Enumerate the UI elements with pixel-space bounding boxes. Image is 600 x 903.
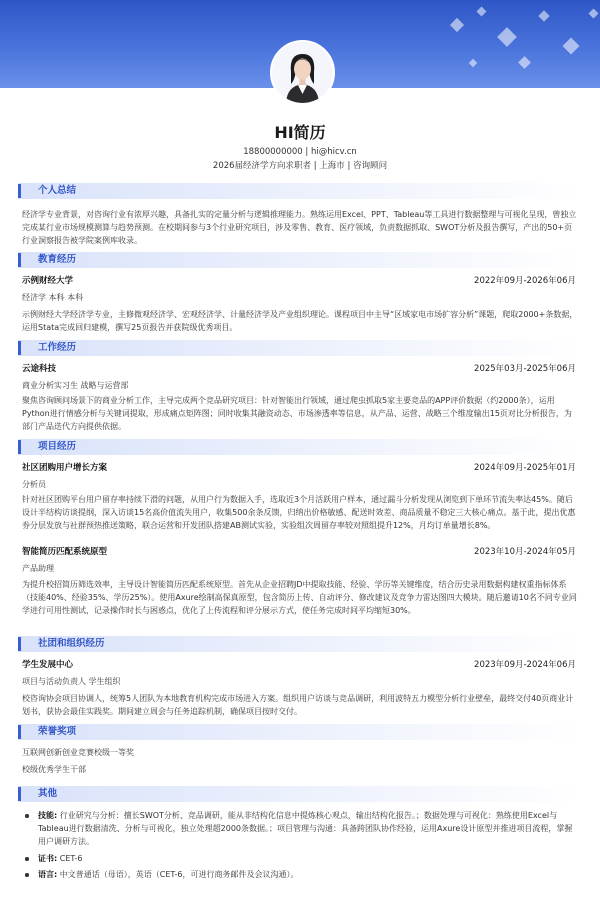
section-clubs-title [18, 636, 583, 652]
honor-item: 校级优秀学生干部 [22, 765, 86, 774]
section-work-title [18, 340, 583, 356]
resume-name: HI简历 [274, 123, 326, 142]
org-name: 学生发展中心 [22, 660, 74, 670]
section-others-title [18, 786, 583, 802]
club-row [22, 659, 576, 672]
work-row [22, 363, 576, 376]
project-text: 针对社区团购平台用户留存率持续下滑的问题，从用户行为数据入手，选取近3个月活跃用户样本，通过漏斗分析发现从浏览到下单环节流失率达45%。随后设计半结构访谈提纲，深入访谈15名高价值流失用户，收集500余条反馈，归纳出价格敏感、配送时效差、商品质量不稳定三大核心痛点。基于此，提出优惠券分层发放与社群预热推送策略，联合运营和开发团队搭建AB测试实验，实验组次周留存率较对照组提升12%，月均订单量增长8%。 [22, 495, 576, 530]
section-label: 荣誉奖项 [38, 726, 77, 737]
bullet-dot [25, 873, 29, 877]
decorative-diamond [497, 27, 517, 47]
others-item-language [22, 868, 578, 881]
section-label: 项目经历 [38, 441, 77, 452]
others-item-value: 中文普通话（母语），英语（CET-6，可进行商务邮件及会议沟通）。 [57, 870, 299, 879]
bullet-dot [25, 814, 29, 818]
section-accent-bar [18, 341, 21, 355]
decorative-diamond [538, 10, 549, 21]
project-name: 社区团购用户增长方案 [22, 463, 108, 473]
club-date: 2023年09月-2024年06月 [474, 660, 576, 670]
section-accent-bar [18, 725, 21, 739]
others-item-certificate [22, 852, 578, 865]
decorative-diamond [450, 18, 464, 32]
others-item-skills [22, 809, 578, 848]
project-role: 分析员 [22, 480, 46, 489]
decorative-diamond [469, 59, 477, 67]
bullet-dot [25, 857, 29, 861]
decorative-diamond [563, 38, 580, 55]
section-label: 个人总结 [38, 185, 77, 196]
others-item-value: 行业研究与分析：擅长SWOT分析、竞品调研，能从非结构化信息中提炼核心观点，输出结构化报告。；数据处理与可视化：熟练使用Excel与Tableau进行数据清洗、分析与可视化，独立处理超2000条数据。；项目管理与沟通：具备跨团队协作经验，运用Axure设计原型并推进项目流程，掌握用户调研方法。 [38, 811, 573, 846]
school-name: 示例财经大学 [22, 276, 74, 286]
education-major: 经济学 本科 本科 [22, 293, 84, 302]
section-accent-bar [18, 787, 21, 801]
section-education-title [18, 252, 583, 268]
profile-photo [270, 40, 335, 105]
decorative-diamond [589, 9, 599, 19]
project-date: 2023年10月-2024年05月 [474, 547, 576, 557]
job-intent: 2026届经济学方向求职者 | 上海市 | 咨询顾问 [212, 161, 388, 171]
work-date: 2025年03月-2025年06月 [474, 364, 576, 374]
section-accent-bar [18, 253, 21, 267]
project-text: 为提升校招简历筛选效率，主导设计智能简历匹配系统原型。首先从企业招聘JD中提取技能、经验、学历等关键维度，结合历史录用数据构建权重指标体系（技能40%、经验35%、学历25%）。使用Axure绘制高保真原型，包含简历上传、自动评分、修改建议及竞争力雷达图四大模块。随后邀请10名不同专业同学进行可用性测试，记录操作时长与困惑点，优化了上传流程和评分展示方式，使任务完成时间平均缩短30%。 [22, 580, 577, 615]
education-text: 示例财经大学经济学专业，主修微观经济学、宏观经济学、计量经济学及产业组织理论。课程项目中主导“区域家电市场扩容分析”课题，爬取2000+条数据，运用Stata完成回归建模，撰写25页报告并获院级优秀项目。 [22, 310, 578, 332]
work-text: 聚焦咨询顾问场景下的商业分析工作，主导完成两个竞品研究项目：针对智能出行领域，通过爬虫抓取5家主要竞品的APP评价数据（约2000条），运用Python进行情感分析与关键词提取，形成痛点矩阵图；同时收集其融资动态、市场渗透率等信息，从产品、运营、战略三个维度输出15页对比分析报告，为部门产品迭代方向提供依据。 [22, 396, 572, 431]
club-role: 项目与活动负责人 学生组织 [22, 677, 121, 686]
education-row [22, 275, 576, 288]
project-role: 产品助理 [22, 564, 54, 573]
section-label: 工作经历 [38, 342, 77, 353]
section-accent-bar [18, 184, 21, 198]
project-date: 2024年09月-2025年01月 [474, 463, 576, 473]
decorative-diamond [477, 7, 487, 17]
contact-info [0, 145, 600, 173]
others-item-content [38, 809, 578, 848]
others-item-value: CET-6 [57, 854, 83, 863]
summary-text: 经济学专业背景，对咨询行业有浓厚兴趣，具备扎实的定量分析与逻辑推理能力。熟练运用Excel、PPT、Tableau等工具进行数据整理与可视化呈现，曾独立完成某行业市场规模测算与趋势预测。在校期间参与3个行业研究项目，涉及零售、教育、医疗领域，负责数据抓取、SWOT分析及报告撰写，产出的50+页行业洞察报告被学院案例库收录。 [22, 210, 577, 245]
project-row [22, 546, 576, 559]
section-projects-title [18, 439, 583, 455]
section-honors-title [18, 724, 583, 740]
phone-email: 18800000000 | hi@hicv.cn [243, 147, 357, 157]
others-item-key: 技能: [38, 811, 58, 820]
section-accent-bar [18, 440, 21, 454]
section-label: 社团和组织经历 [38, 638, 105, 649]
section-summary-title [18, 183, 583, 199]
section-accent-bar [18, 637, 21, 651]
project-row [22, 462, 576, 475]
section-label: 其他 [38, 788, 58, 799]
others-item-content [38, 852, 578, 865]
project-name: 智能简历匹配系统原型 [22, 547, 108, 557]
section-label: 教育经历 [38, 254, 77, 265]
work-role: 商业分析实习生 战略与运营部 [22, 381, 129, 390]
others-item-content [38, 868, 578, 881]
others-item-key: 证书: [38, 854, 58, 863]
company-name: 云途科技 [22, 364, 57, 374]
education-date: 2022年09月-2026年06月 [474, 276, 576, 286]
decorative-diamond [518, 56, 531, 69]
honor-item: 互联网创新创业竞赛校级一等奖 [22, 748, 134, 757]
others-item-key: 语言: [38, 870, 58, 879]
club-text: 校咨询协会项目协调人，统筹5人团队为本地教育机构完成市场进入方案。组织用户访谈与竞品调研，利用波特五力模型分析行业壁垒，最终交付40页商业计划书，获协会最佳实践奖。期间建立周会与任务追踪机制，确保项目按时交付。 [22, 694, 574, 716]
